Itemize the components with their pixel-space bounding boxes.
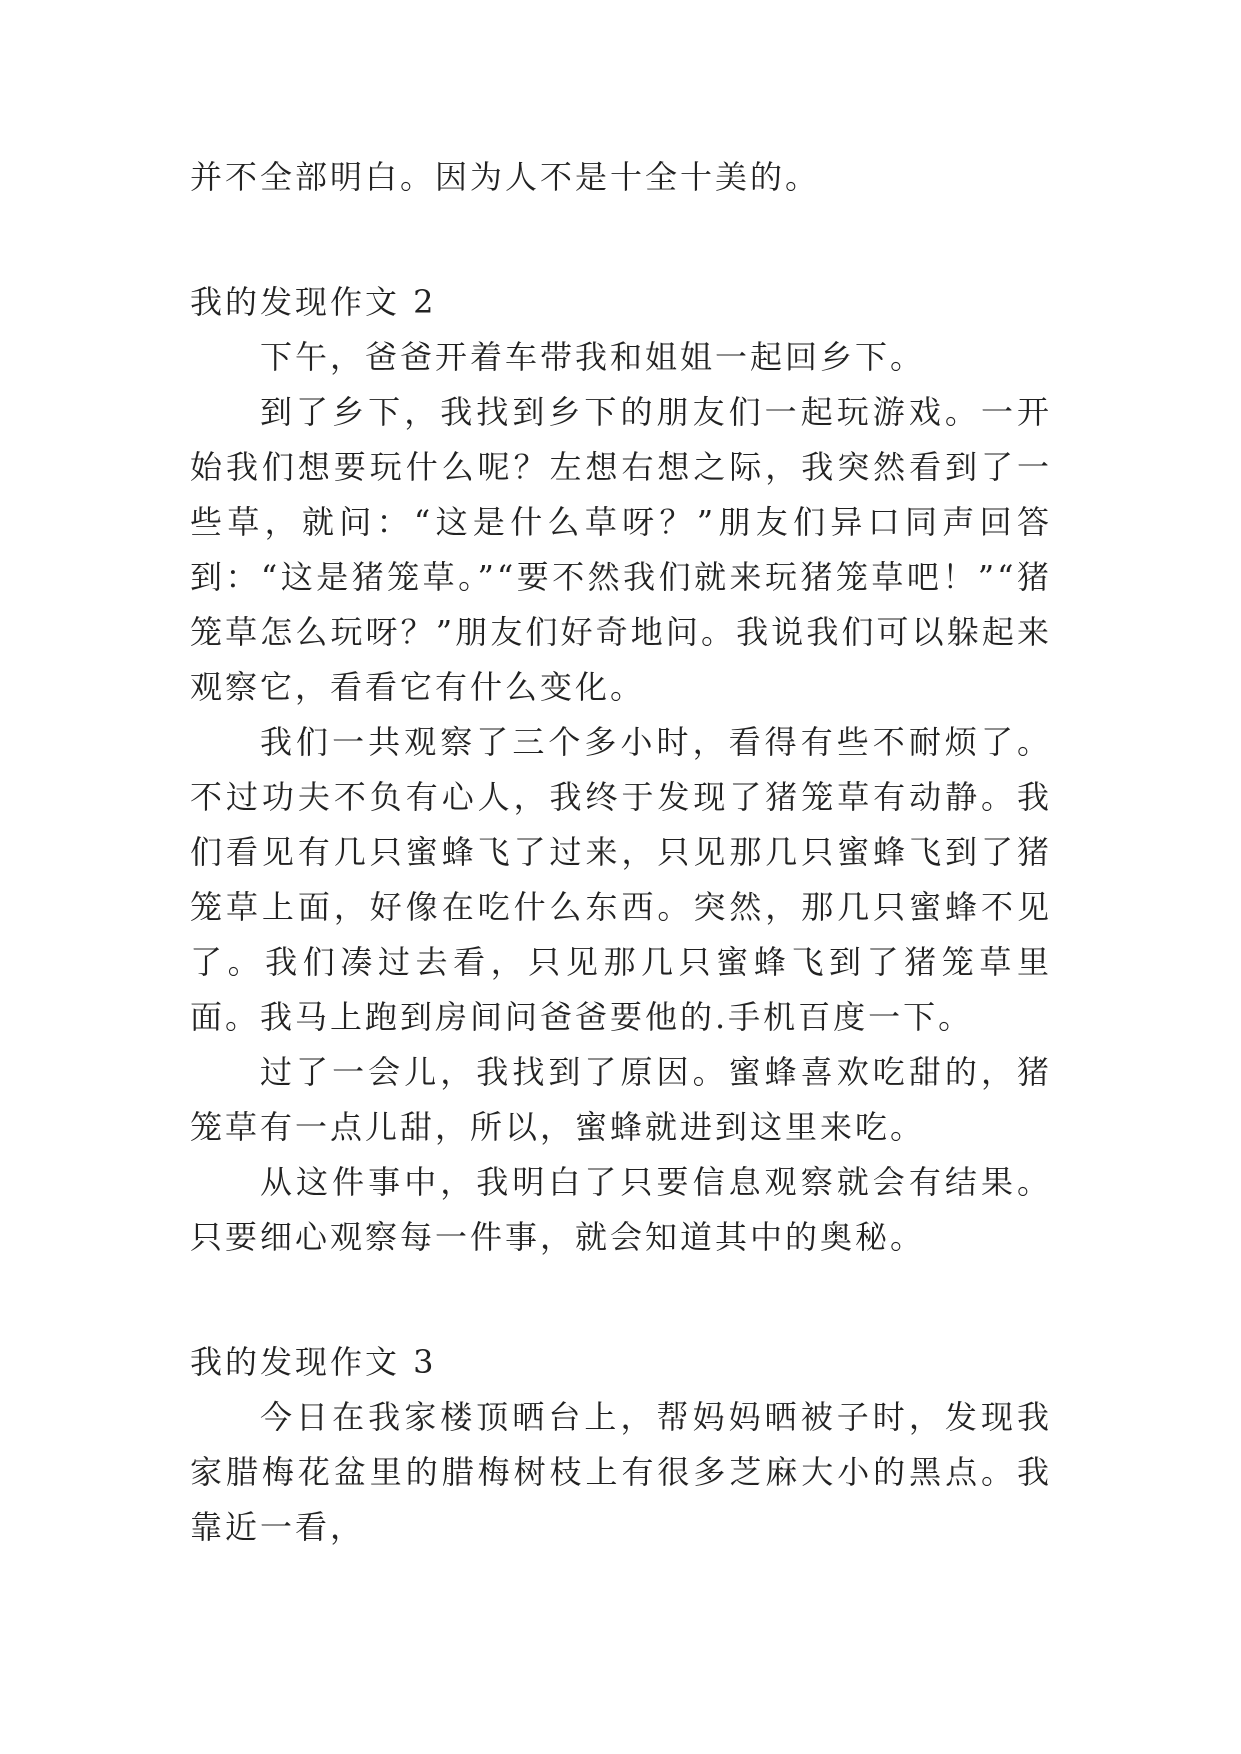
document-body — [190, 150, 1052, 1555]
section-title-2: 我的发现作文 2 — [190, 283, 437, 321]
section2-paragraph-5: 从这件事中，我明白了只要信息观察就会有结果。只要细心观察每一件事，就会知道其中的奥秘。 — [190, 1163, 1052, 1256]
section2-paragraph-1: 下午，爸爸开着车带我和姐姐一起回乡下。 — [260, 338, 926, 376]
section2-paragraph-3: 我们一共观察了三个多小时，看得有些不耐烦了。不过功夫不负有心人，我终于发现了猪笼草有动静。我们看见有几只蜜蜂飞了过来，只见那几只蜜蜂飞到了猪笼草上面，好像在吃什么东西。突然，那几只蜜蜂不见了。我们凑过去看，只见那几只蜜蜂飞到了猪笼草里面。我马上跑到房间问爸爸要他的.手机百度一下。 — [190, 723, 1052, 1036]
section2-paragraph-2: 到了乡下，我找到乡下的朋友们一起玩游戏。一开始我们想要玩什么呢？左想右想之际，我突然看到了一些草，就问：“这是什么草呀？”朋友们异口同声回答到：“这是猪笼草。”“要不然我们就来玩猪笼草吧！”“猪笼草怎么玩呀？”朋友们好奇地问。我说我们可以躲起来观察它，看看它有什么变化。 — [190, 393, 1052, 706]
section-title-3: 我的发现作文 3 — [190, 1343, 437, 1381]
section3-paragraph-1: 今日在我家楼顶晒台上，帮妈妈晒被子时，发现我家腊梅花盆里的腊梅树枝上有很多芝麻大小的黑点。我靠近一看， — [190, 1398, 1052, 1546]
section2-paragraph-4: 过了一会儿，我找到了原因。蜜蜂喜欢吃甜的，猪笼草有一点儿甜，所以，蜜蜂就进到这里来吃。 — [190, 1053, 1052, 1146]
continuation-paragraph: 并不全部明白。因为人不是十全十美的。 — [190, 158, 821, 196]
